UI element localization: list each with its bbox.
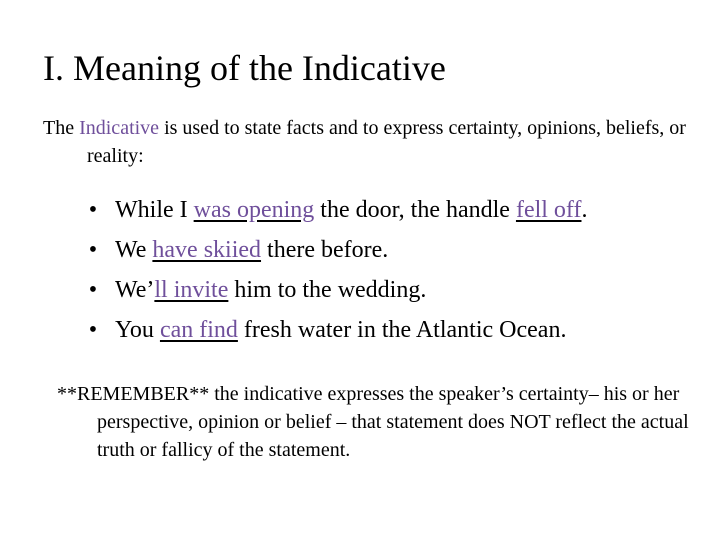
sentence-text: the door, the handle — [314, 197, 516, 223]
example-sentence — [115, 270, 426, 310]
bullet-icon: • — [88, 237, 98, 263]
sentence-text: fresh water in the Atlantic Ocean. — [237, 317, 567, 343]
intro-paragraph — [43, 114, 720, 170]
sentence-text: You — [115, 317, 160, 343]
sentence-text: While I — [115, 197, 194, 223]
example-sentence — [115, 230, 388, 270]
sentence-text: . — [581, 197, 588, 223]
bullet-icon: • — [88, 197, 98, 223]
verb-phrase: have skiied — [152, 237, 262, 263]
verb-phrase: can find — [159, 317, 238, 343]
indicative-term: Indicative — [79, 117, 160, 139]
example-sentence — [115, 190, 587, 230]
verb-phrase: ll invite — [154, 277, 229, 303]
sentence-text: We’ — [115, 277, 155, 303]
sentence-text: We — [115, 237, 153, 263]
slide-title: I. Meaning of the Indicative — [43, 48, 446, 88]
verb-phrase: was opening — [193, 197, 315, 223]
bullet-icon: • — [88, 277, 98, 303]
intro-suffix: is used to state facts and to express certainty, opinions, beliefs, or reality: — [87, 117, 686, 167]
sentence-text: him to the wedding. — [228, 277, 427, 303]
bullet-icon: • — [88, 317, 98, 343]
example-sentence — [115, 310, 566, 350]
verb-phrase: fell off — [515, 197, 582, 223]
intro-prefix: The — [43, 117, 80, 139]
remember-note: **REMEMBER** the indicative expresses the speaker’s certainty– his or her perspective, opinion or belief – that statement does NOT reflect the actual truth or fallicy of the statement. — [57, 383, 689, 461]
sentence-text: there before. — [261, 237, 389, 263]
